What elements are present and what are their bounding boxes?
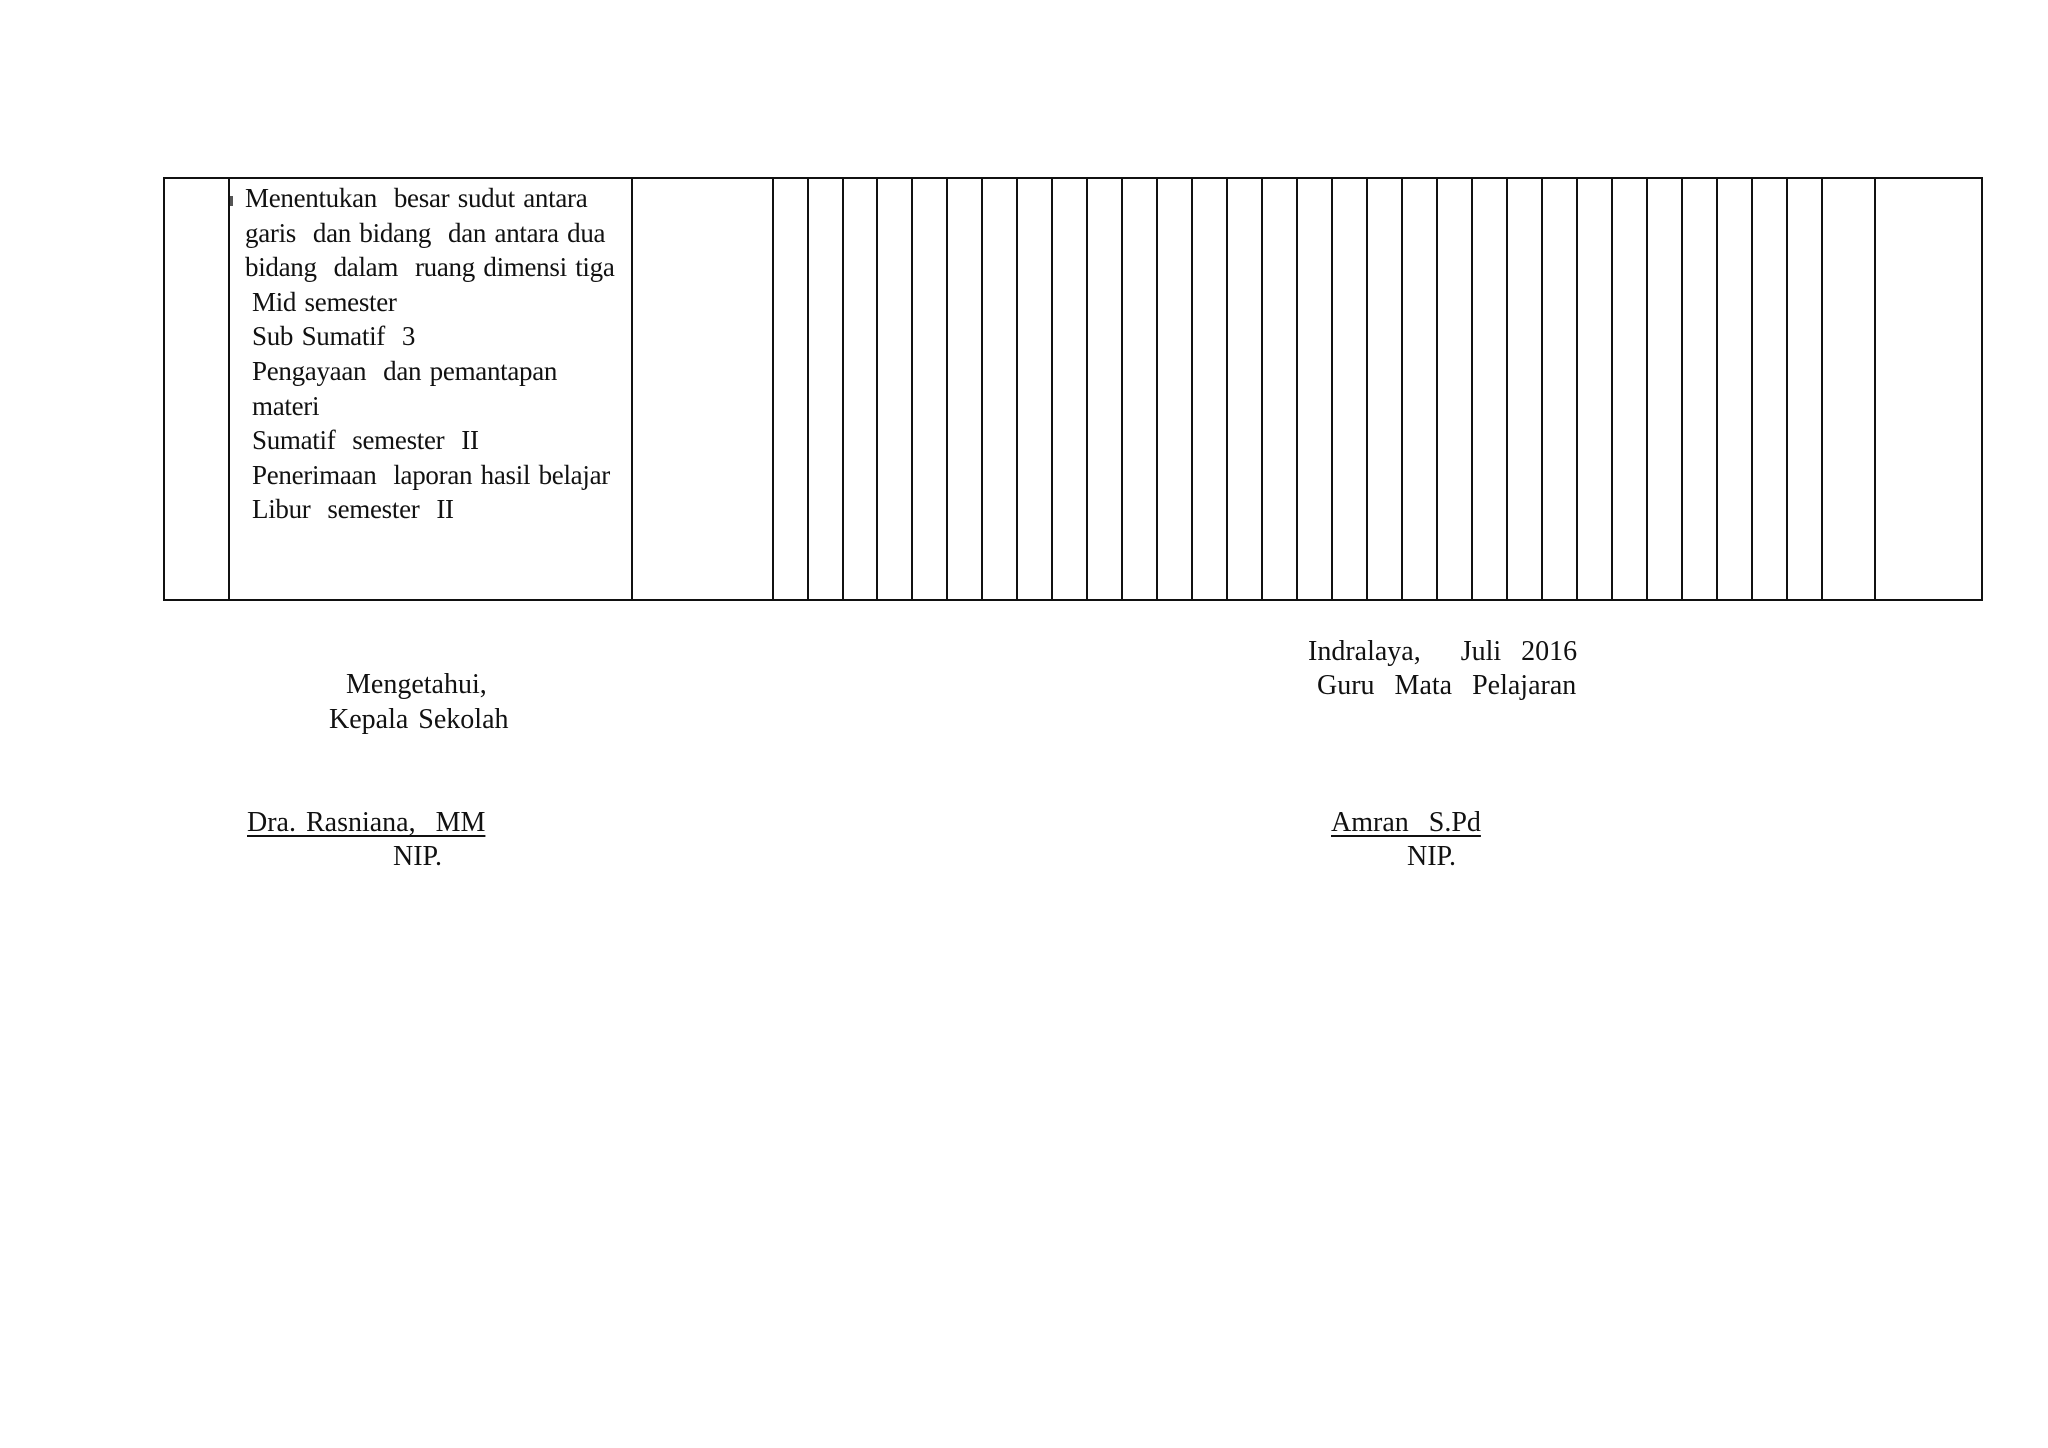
principal-name: Dra. Rasniana, MM (247, 807, 486, 838)
table-column-line (228, 179, 230, 599)
table-column-line (1681, 179, 1683, 599)
activity-item: Libur semester II (252, 494, 454, 525)
table-column-line (1646, 179, 1648, 599)
teacher-title: Guru Mata Pelajaran (1317, 670, 1577, 701)
table-column-line (631, 179, 633, 599)
table-column-line (1786, 179, 1788, 599)
table-column-line (1226, 179, 1228, 599)
table-column-line (1016, 179, 1018, 599)
table-column-line (1261, 179, 1263, 599)
table-column-line (1051, 179, 1053, 599)
acknowledged-label: Mengetahui, (346, 669, 487, 700)
activity-list (245, 181, 630, 527)
table-column-line (1086, 179, 1088, 599)
activity-item: Penerimaan laporan hasil belajar (252, 459, 610, 490)
table-column-line (876, 179, 878, 599)
table-column-line (1366, 179, 1368, 599)
table-column-line (1541, 179, 1543, 599)
teacher-name: Amran S.Pd (1331, 807, 1481, 838)
table-column-line (911, 179, 913, 599)
teacher-nip: NIP. (1407, 841, 1457, 872)
table-column-line (1296, 179, 1298, 599)
table-column-line (1874, 179, 1876, 599)
activity-item: Mid semester (252, 286, 397, 317)
table-column-line (842, 179, 844, 599)
table-column-line (807, 179, 809, 599)
table-column-line (1576, 179, 1578, 599)
principal-title: Kepala Sekolah (329, 704, 509, 735)
table-column-line (772, 179, 774, 599)
table-column-line (981, 179, 983, 599)
table-column-line (1331, 179, 1333, 599)
table-column-line (1716, 179, 1718, 599)
table-column-line (1821, 179, 1823, 599)
schedule-table (163, 177, 1983, 601)
activity-item: Pengayaan dan pemantapan materi (252, 355, 566, 421)
principal-nip: NIP. (393, 841, 443, 872)
table-column-line (1471, 179, 1473, 599)
place-date: Indralaya, Juli 2016 (1308, 636, 1578, 667)
table-column-line (1156, 179, 1158, 599)
table-column-line (1751, 179, 1753, 599)
table-column-line (1506, 179, 1508, 599)
table-column-line (1191, 179, 1193, 599)
activity-item: Menentukan besar sudut antara garis dan bidang dan antara dua bidang dalam ruang dimensi tiga (245, 183, 615, 283)
table-column-line (1611, 179, 1613, 599)
activity-item: Sub Sumatif 3 (252, 321, 416, 352)
table-column-line (1401, 179, 1403, 599)
table-column-line (946, 179, 948, 599)
bullet-mark (230, 196, 233, 206)
table-column-line (1121, 179, 1123, 599)
activity-item: Sumatif semester II (252, 425, 479, 456)
table-column-line (1436, 179, 1438, 599)
